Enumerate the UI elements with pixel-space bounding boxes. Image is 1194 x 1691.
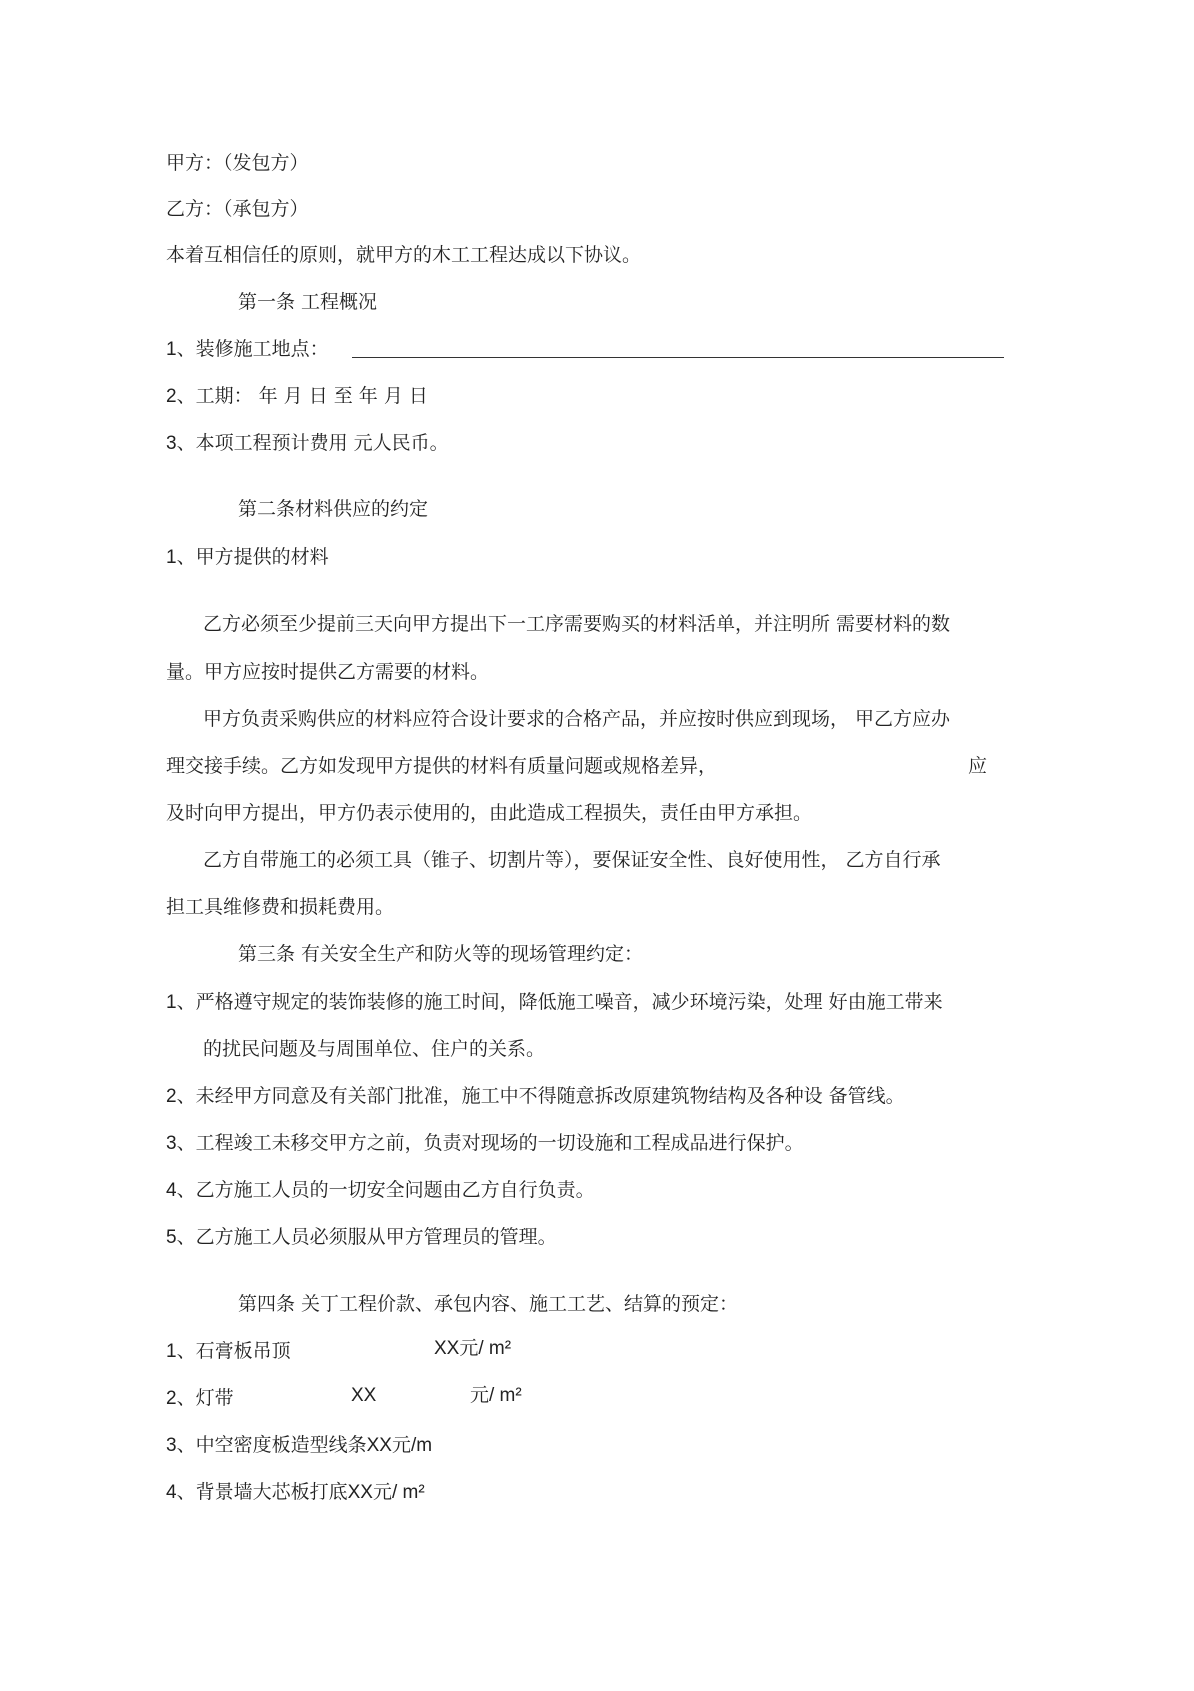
article1-title: 第一条 工程概况 [238,291,378,313]
item-price: XX元/ m² [347,1482,425,1503]
article2-title: 第二条材料供应的约定 [238,498,429,520]
intro-paragraph: 本着互相信任的原则，就甲方的木工工程达成以下协议。 [166,244,642,266]
item-number: 3、 [166,433,196,454]
article3-item-5 [166,1225,557,1250]
article3-item-1-cont: 的扰民问题及与周围单位、住户的关系。 [203,1038,546,1060]
item-number: 4、 [166,1180,196,1201]
item-number: 1、 [166,547,196,568]
article4-title: 第四条 关丁工程价款、承包内容、施工工艺、结算的预定： [238,1293,739,1315]
item-text: 甲方提供的材料 [195,546,329,568]
item-number: 3、 [166,1133,196,1154]
party-a-line: 甲方：（发包方） [166,152,309,174]
item-price: XX元/m [366,1435,433,1456]
item-text: 工程竣工未移交甲方之前，负责对现场的一切设施和工程成品进行保护。 [195,1132,804,1154]
article3-item-2 [166,1084,905,1109]
article3-item-3 [166,1131,804,1156]
article4-item-1-price: XX元/ m² [434,1338,512,1359]
item-text: 乙方施工人员必须服从甲方管理员的管理。 [195,1226,557,1248]
article2-para2-line2: 理交接手续。乙方如发现甲方提供的材料有质量问题或规格差异， [166,755,718,777]
article2-para3-line1: 乙方自带施工的必须工具（锥子、切割片等），要保证安全性、良好使用性， 乙方自行承 [203,849,941,871]
article1-item-1 [166,337,329,362]
address-blank-line [352,357,1004,358]
article1-item-3 [166,431,449,456]
article3-item-4 [166,1178,595,1203]
article4-item-2-price-a: XX [351,1385,377,1406]
item-number: 2、 [166,1388,196,1409]
item-text: 本项工程预计费用 元人民币。 [195,432,449,454]
item-number: 2、 [166,1086,196,1107]
article1-item-2 [166,384,428,409]
item-name: 中空密度板造型线条 [195,1434,367,1456]
party-b-line: 乙方：（承包方） [166,198,309,220]
item-number: 4、 [166,1482,196,1503]
item-name: 灯带 [195,1387,234,1409]
article2-para3-line2: 担工具维修费和损耗费用。 [166,896,395,918]
article2-para2-line1: 甲方负责采购供应的材料应符合设计要求的合格产品，并应按时供应到现场， 甲乙方应办 [203,708,951,730]
item-text: 严格遵守规定的装饰装修的施工时间，降低施工噪音，减少环境污染，处理 好由施工带来 [195,991,943,1013]
item-number: 3、 [166,1435,196,1456]
article4-item-4 [166,1480,425,1505]
item-number: 2、 [166,386,196,407]
article2-para2-line3: 及时向甲方提出，甲方仍表示使用的，由此造成工程损失，责任由甲方承担。 [166,802,813,824]
article2-sub1 [166,545,329,570]
item-number: 5、 [166,1227,196,1248]
article3-item-1 [166,990,943,1015]
article4-item-1 [166,1339,291,1364]
item-name: 背景墙大芯板打底 [195,1481,348,1503]
item-number: 1、 [166,339,196,360]
article2-para1-line1: 乙方必须至少提前三天向甲方提出下一工序需要购买的材料活单，并注明所 需要材料的数 [203,613,951,635]
item-name: 石膏板吊顶 [195,1340,291,1362]
article3-title: 第三条 有关安全生产和防火等的现场管理约定： [238,943,644,965]
item-text: 乙方施工人员的一切安全问题由乙方自行负责。 [195,1179,595,1201]
article4-item-2 [166,1386,234,1411]
item-number: 1、 [166,1341,196,1362]
article4-item-3 [166,1433,432,1458]
item-text: 未经甲方同意及有关部门批准，施工中不得随意拆改原建筑物结构及各种设 备管线。 [195,1085,905,1107]
article2-para1-line2: 量。甲方应按时提供乙方需要的材料。 [166,661,490,683]
item-text: 工期： 年 月 日 至 年 月 日 [195,385,428,407]
article4-item-2-price-b: 元/ m² [470,1385,522,1406]
article2-para2-line2-end: 应 [968,755,988,777]
item-number: 1、 [166,992,196,1013]
item-text: 装修施工地点： [195,338,329,360]
